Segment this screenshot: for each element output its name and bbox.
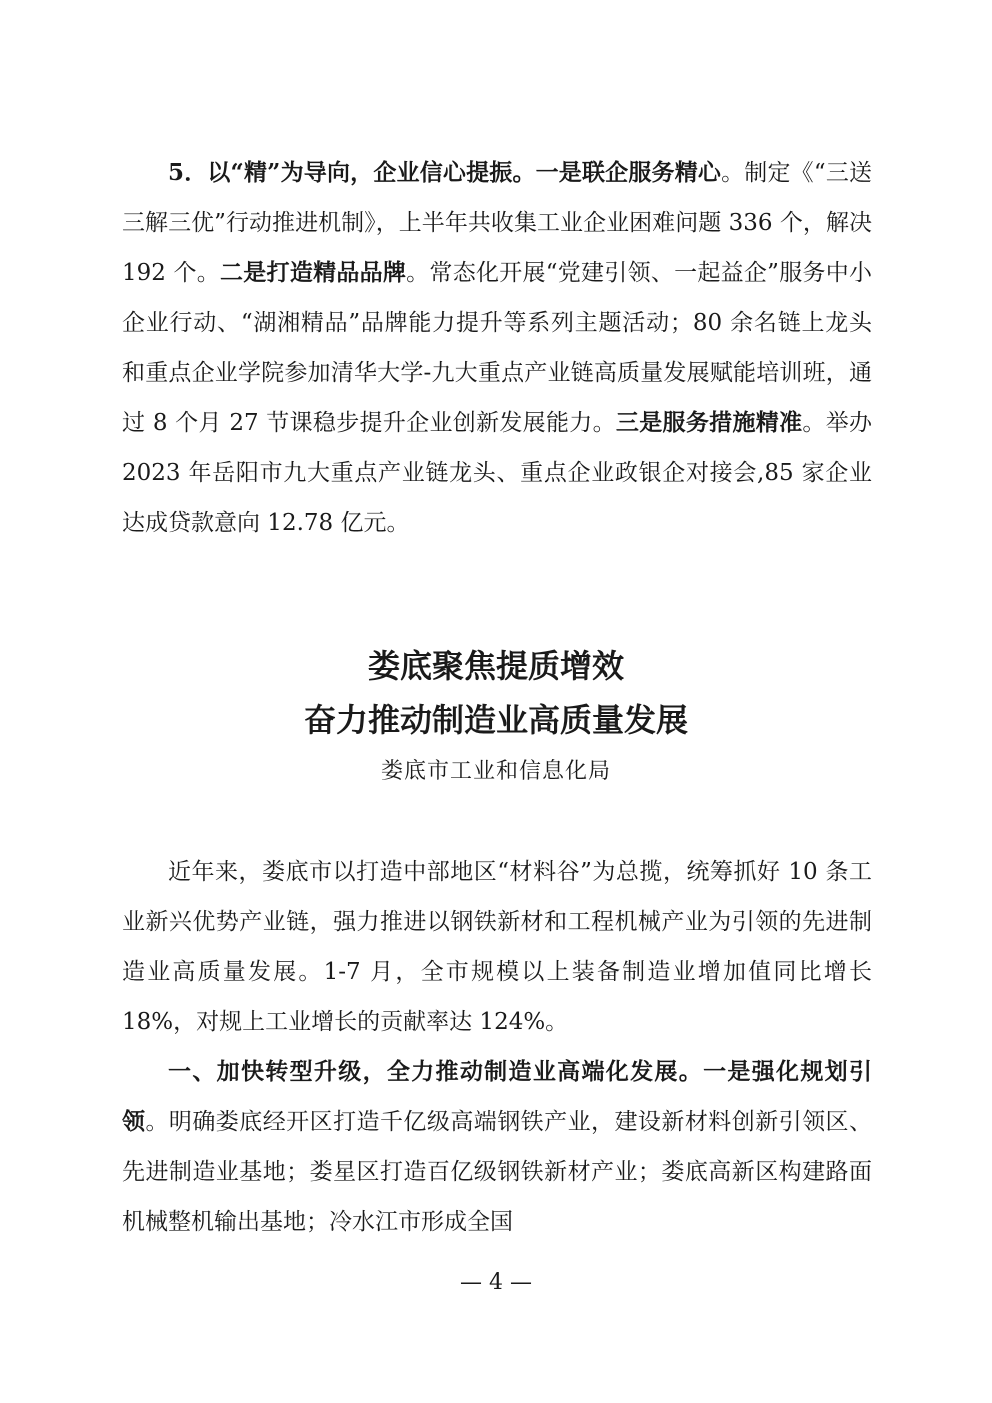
point1-text: 。明确娄底经开区打造千亿级高端钢铁产业，建设新材料创新引领区、先进制造业基地；娄星区打造百亿级钢铁新材产业；娄底高新区构建路面机械整机输出基地；冷水江市形成全国 <box>122 1109 873 1235</box>
section5-text-2: 。常态化开展“党建引领、一起益企”服务中小企业行动、“湖湘精品”品牌能力提升等系列主题活动；80 余名链上龙头和重点企业学院参加清华大学-九大重点产业链高质量发展赋能培训班，通过 8 个月 27 节课稳步提升企业创新发展能力。 <box>122 260 872 436</box>
point1-heading: 一、加快转型升级，全力推动制造业高端化发展。 <box>168 1058 704 1085</box>
article-title-line-2: 奋力推动制造业高质量发展 <box>303 701 688 739</box>
section5-lead-1: 一是联企服务精心 <box>535 159 722 186</box>
section5-paragraph <box>122 148 872 548</box>
article-title-line-1: 娄底聚焦提质增效 <box>367 647 624 685</box>
page-number: — 4 — <box>460 1270 532 1295</box>
intro-paragraph: 近年来，娄底市以打造中部地区“材料谷”为总揽，统筹抓好 10 条工业新兴优势产业链，强力推进以钢铁新材和工程机械产业为引领的先进制造业高质量发展。1-7 月，全市规模以上装备制造业增加值同比增长 18%，对规上工业增长的贡献率达 124%。 <box>122 859 872 1035</box>
section5-text-1: 。制定《“三送三解三优”行动推进机制》，上半年共收集工业企业困难问题 336 个，解决 192 个。 <box>122 160 872 286</box>
section5-lead-2: 二是打造精品品牌 <box>220 259 407 286</box>
point1-lead: 一是强化规划引领 <box>122 1058 873 1135</box>
point1-paragraph <box>122 1047 872 1247</box>
section5-text-3: 。举办 2023 年岳阳市九大重点产业链龙头、重点企业政银企对接会,85 家企业达成贷款意向 12.78 亿元。 <box>122 410 873 536</box>
section5-lead-3: 三是服务措施精准 <box>615 409 803 436</box>
section5-heading: 5．以“精”为导向，企业信心提振。 <box>168 159 536 186</box>
article-author: 娄底市工业和信息化局 <box>380 759 611 784</box>
